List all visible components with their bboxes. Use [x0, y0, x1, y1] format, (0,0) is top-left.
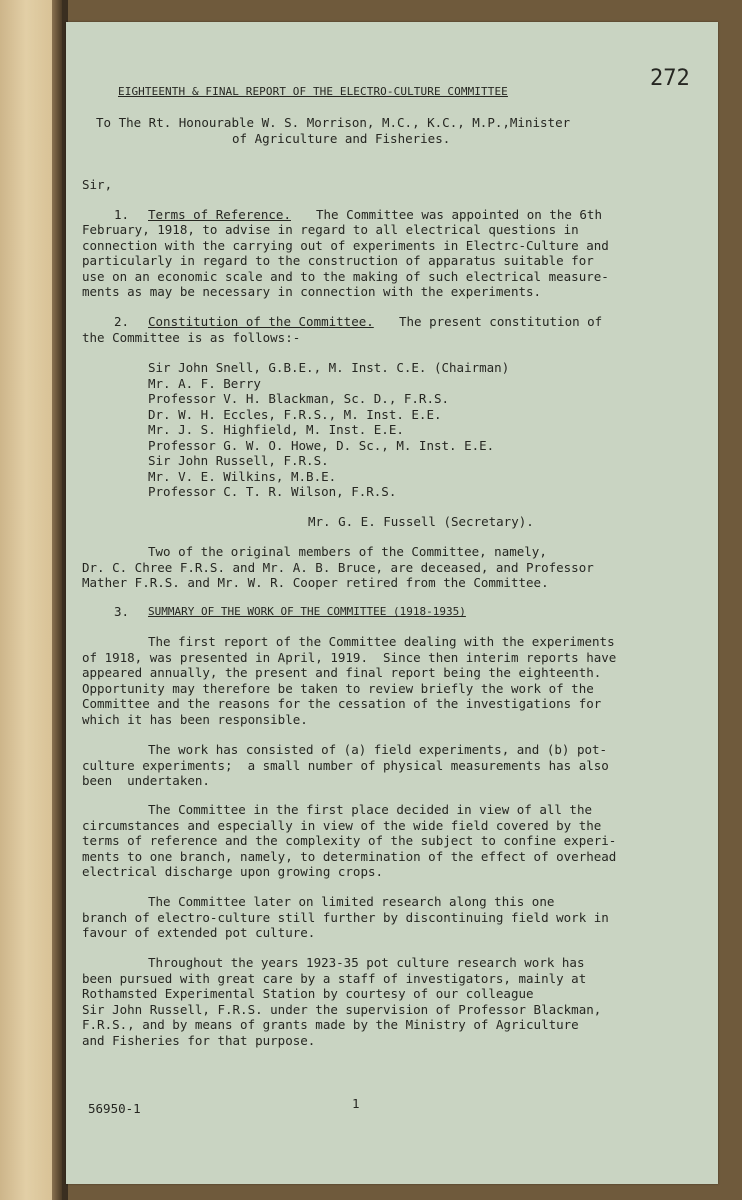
- section-2-heading: Constitution of the Committee.: [148, 314, 374, 329]
- section-2-first-line: The present constitution of: [399, 314, 603, 329]
- footer-page-number: 1: [352, 1096, 360, 1111]
- committee-member: Dr. W. H. Eccles, F.R.S., M. Inst. E.E.: [148, 407, 442, 422]
- committee-member: Sir John Russell, F.R.S.: [148, 453, 329, 468]
- section-1-line: particularly in regard to the construction of apparatus suitable for: [82, 253, 594, 268]
- summary-line: Rothamsted Experimental Station by courtesy of our colleague: [82, 986, 534, 1001]
- section-1-first-line: The Committee was appointed on the 6th: [316, 207, 602, 222]
- summary-line: Committee and the reasons for the cessation of the investigations for: [82, 696, 602, 711]
- summary-line: which it has been responsible.: [82, 712, 308, 727]
- archive-page-number: 272: [650, 66, 690, 91]
- summary-line: circumstances and especially in view of the wide field covered by the: [82, 818, 602, 833]
- summary-line: terms of reference and the complexity of the subject to confine experi-: [82, 833, 617, 848]
- summary-line: F.R.S., and by means of grants made by the Ministry of Agriculture: [82, 1017, 579, 1032]
- summary-line: Throughout the years 1923-35 pot culture research work has: [148, 955, 585, 970]
- section-1-number: 1.: [114, 207, 130, 222]
- section-1-line: use on an economic scale and to the making of such electrical measure-: [82, 269, 609, 284]
- section-1-line: February, 1918, to advise in regard to all electrical questions in: [82, 222, 579, 237]
- summary-line: The first report of the Committee dealing with the experiments: [148, 634, 615, 649]
- summary-line: and Fisheries for that purpose.: [82, 1033, 316, 1048]
- salutation: Sir,: [82, 177, 113, 192]
- section-2-number: 2.: [114, 314, 130, 329]
- section-2-note-line: Dr. C. Chree F.R.S. and Mr. A. B. Bruce, are deceased, and Professor: [82, 560, 594, 575]
- committee-member: Mr. A. F. Berry: [148, 376, 261, 391]
- committee-member: Professor G. W. O. Howe, D. Sc., M. Inst. E.E.: [148, 438, 495, 453]
- summary-line: Opportunity may therefore be taken to review briefly the work of the: [82, 681, 594, 696]
- summary-line: been undertaken.: [82, 773, 210, 788]
- summary-line: branch of electro-culture still further by discontinuing field work in: [82, 910, 609, 925]
- section-1-heading: Terms of Reference.: [148, 207, 291, 222]
- section-1-line: connection with the carrying out of experiments in Electrc-Culture and: [82, 238, 609, 253]
- summary-line: The Committee later on limited research along this one: [148, 894, 555, 909]
- summary-line: The Committee in the first place decided in view of all the: [148, 802, 593, 817]
- committee-member: Professor C. T. R. Wilson, F.R.S.: [148, 484, 397, 499]
- summary-line: favour of extended pot culture.: [82, 925, 316, 940]
- section-3-heading: SUMMARY OF THE WORK OF THE COMMITTEE (1918-1935): [148, 605, 466, 618]
- summary-line: electrical discharge upon growing crops.: [82, 864, 384, 879]
- book-binding: [0, 0, 58, 1200]
- committee-member: Sir John Snell, G.B.E., M. Inst. C.E. (Chairman): [148, 360, 510, 375]
- summary-line: of 1918, was presented in April, 1919. Since then interim reports have: [82, 650, 617, 665]
- committee-member: Mr. J. S. Highfield, M. Inst. E.E.: [148, 422, 404, 437]
- section-2-note-line: Two of the original members of the Committee, namely,: [148, 544, 547, 559]
- report-title: EIGHTEENTH & FINAL REPORT OF THE ELECTRO-CULTURE COMMITTEE: [118, 85, 508, 98]
- footer-reference: 56950-1: [88, 1101, 141, 1116]
- summary-line: appeared annually, the present and final report being the eighteenth.: [82, 665, 602, 680]
- summary-line: been pursued with great care by a staff of investigators, mainly at: [82, 971, 587, 986]
- address-line-1: To The Rt. Honourable W. S. Morrison, M.C., K.C., M.P.,Minister: [96, 115, 571, 130]
- address-line-2: of Agriculture and Fisheries.: [232, 131, 451, 146]
- summary-line: culture experiments; a small number of physical measurements has also: [82, 758, 609, 773]
- committee-secretary: Mr. G. E. Fussell (Secretary).: [308, 514, 534, 529]
- summary-line: The work has consisted of (a) field experiments, and (b) pot-: [148, 742, 608, 757]
- summary-line: Sir John Russell, F.R.S. under the supervision of Professor Blackman,: [82, 1002, 602, 1017]
- summary-line: ments to one branch, namely, to determination of the effect of overhead: [82, 849, 617, 864]
- committee-member: Professor V. H. Blackman, Sc. D., F.R.S.: [148, 391, 450, 406]
- binding-edge: [52, 0, 62, 1200]
- committee-member: Mr. V. E. Wilkins, M.B.E.: [148, 469, 337, 484]
- section-2-line-2: the Committee is as follows:-: [82, 330, 301, 345]
- section-3-number: 3.: [114, 604, 130, 619]
- section-2-note-line: Mather F.R.S. and Mr. W. R. Cooper retired from the Committee.: [82, 575, 549, 590]
- section-1-line: ments as may be necessary in connection with the experiments.: [82, 284, 542, 299]
